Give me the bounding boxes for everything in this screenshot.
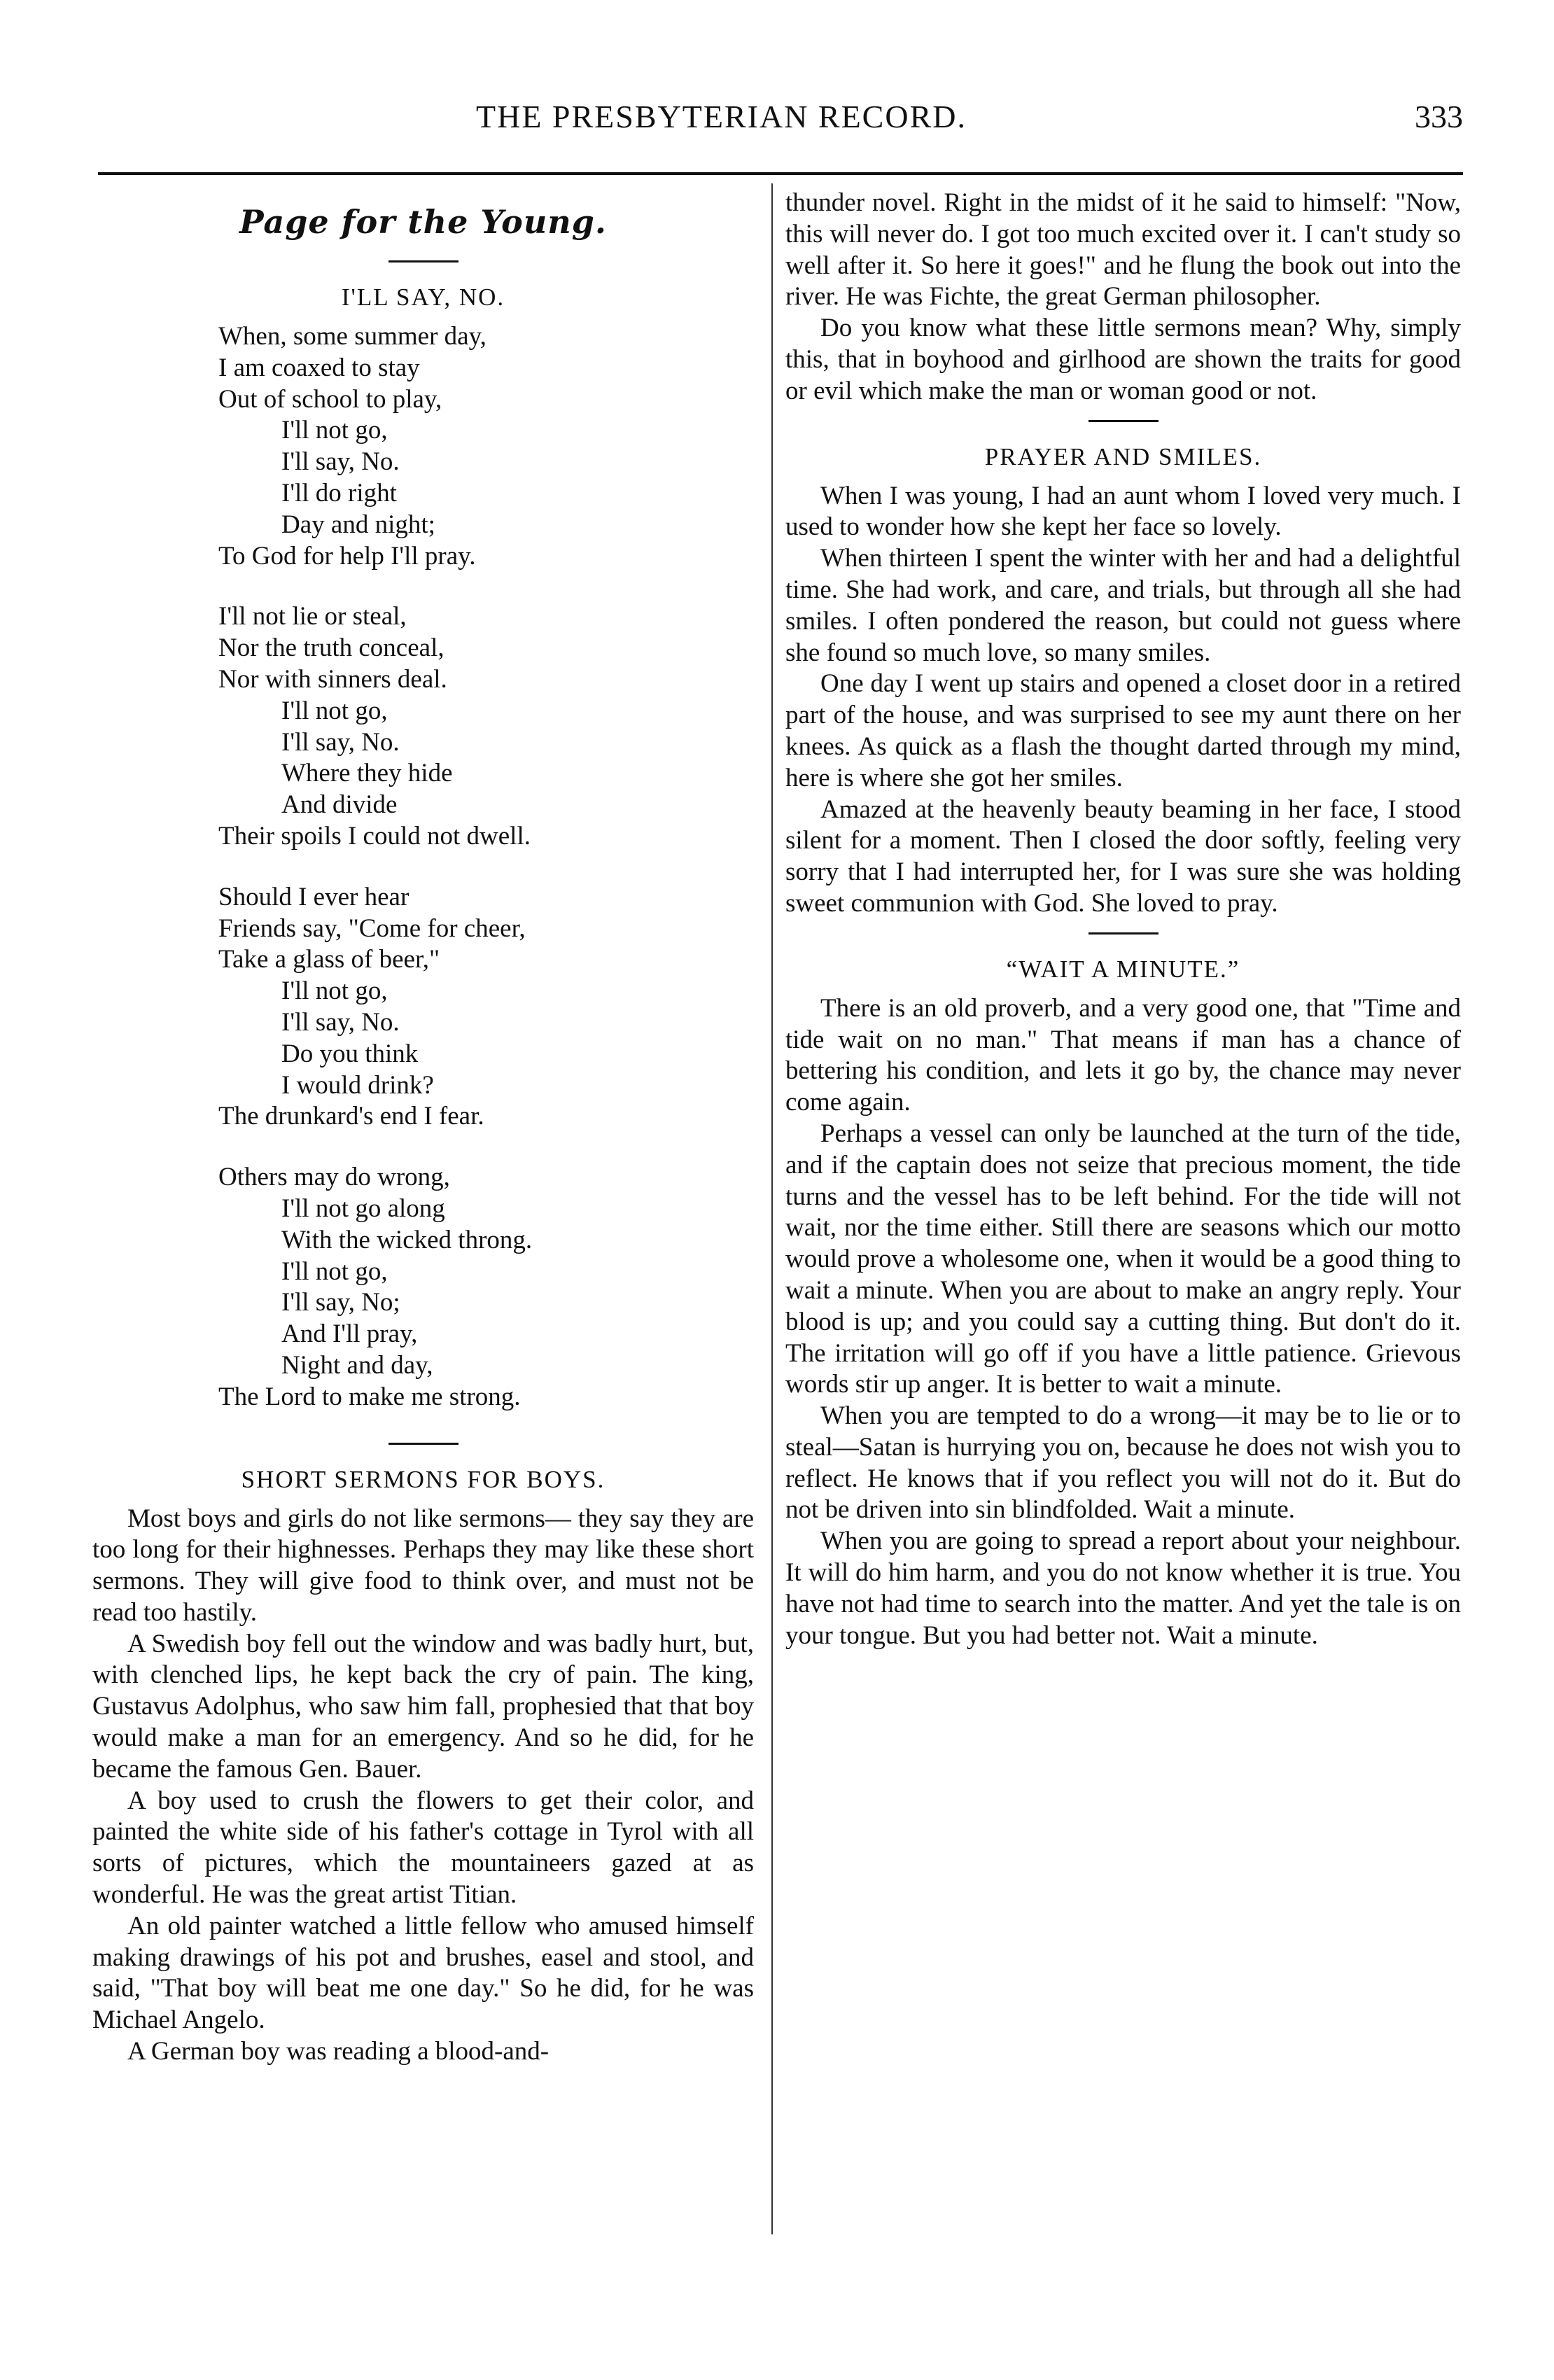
poem-line: I'll say, No; — [281, 1288, 400, 1317]
wait-title: “WAIT A MINUTE.” — [1006, 955, 1240, 983]
article-paragraph: Most boys and girls do not like sermons— they say they are too long for their highnesses. Perhaps they may like these short sermons. They will give food to think over, and must not be read too hastily. — [92, 1504, 754, 1627]
article-paragraph: Do you know what these little sermons mean? Why, simply this, that in boyhood and girlhood are shown the traits for good or evil which make the man or woman good or not. — [785, 314, 1461, 405]
article-paragraph: A German boy was reading a blood-and- — [127, 2037, 550, 2066]
poem-stanza — [218, 882, 754, 1133]
poem-line: I'll say, No. — [281, 1007, 400, 1037]
poem-line: Others may do wrong, — [218, 1163, 450, 1192]
sermons-title: SHORT SERMONS FOR BOYS. — [241, 1465, 606, 1493]
poem-line: Nor with sinners deal. — [218, 664, 447, 694]
poem-line: I'll not go along — [281, 1194, 445, 1223]
column-divider — [771, 183, 773, 2234]
article-paragraph: A boy used to crush the flowers to get their color, and painted the white side of his father's cottage in Tyrol with all sorts of pictures, which the mountaineers gazed at as wonderful. He was the great artist Titian. — [92, 1786, 754, 1910]
poem-line: I'll do right — [281, 478, 397, 507]
poem-line: I'll not go, — [281, 976, 388, 1006]
right-column — [785, 188, 1461, 1651]
poem-line: I'll not lie or steal, — [218, 602, 407, 631]
article-paragraph: thunder novel. Right in the midst of it he said to himself: "Now, this will never do. I got too much excited over it. I can't study so well after it. So here it goes!" and he flung the book out into the river. He was Fichte, the great German philosopher. — [785, 188, 1461, 312]
poem-stanza — [218, 1162, 754, 1413]
poem-line: Take a glass of beer," — [218, 945, 440, 974]
poem-title: I'LL SAY, NO. — [341, 284, 505, 311]
article-paragraph: Perhaps a vessel can only be launched at the turn of the tide, and if the captain does not seize that precious moment, the tide turns and the vessel has to be left behind. For the tide will not wait, nor the time either. Still there are seasons which our motto would prove a wholesome one, when it would be a good thing to wait a minute. When you are about to make an angry reply. Your blood is up; and you could say a cutting thing. But don't do it. The irritation will go off if you have a little patience. Grievous words stir up anger. It is better to wait a minute. — [785, 1119, 1461, 1399]
poem-stanza — [218, 601, 754, 852]
poem-line: And divide — [281, 790, 398, 820]
article-paragraph: When you are tempted to do a wrong—it may be to lie or to steal—Satan is hurrying you on, because he does not wish you to reflect. He knows that if you reflect you will not do it. But do not be driven into sin blindfolded. Wait a minute. — [785, 1401, 1461, 1525]
article-paragraph: When I was young, I had an aunt whom I loved very much. I used to wonder how she kept her face so lovely. — [785, 481, 1461, 542]
poem-line: I'll not go, — [281, 696, 388, 725]
poem-line: When, some summer day, — [218, 322, 486, 351]
short-rule — [1088, 420, 1158, 422]
prayer-title: PRAYER AND SMILES. — [984, 442, 1262, 470]
poem-line: The drunkard's end I fear. — [218, 1102, 484, 1131]
article-paragraph: When thirteen I spent the winter with her and had a delightful time. She had work, and care, and trials, but through all she had smiles. I often pondered the reason, but could not guess where she found so much love, so many smiles. — [785, 544, 1461, 667]
short-rule — [388, 1443, 458, 1445]
poem-line: Friends say, "Come for cheer, — [218, 913, 526, 943]
poem — [218, 321, 754, 1413]
header-rule — [98, 172, 1463, 175]
poem-line: I'll not go, — [281, 1256, 388, 1286]
page-number: 333 — [1415, 99, 1463, 134]
poem-line: Their spoils I could not dwell. — [218, 821, 531, 850]
poem-line: I'll say, No. — [281, 727, 400, 757]
left-column — [92, 188, 754, 2068]
poem-line: Should I ever hear — [218, 882, 410, 911]
poem-line: Do you think — [281, 1039, 419, 1068]
page-header-title: THE PRESBYTERIAN RECORD. — [476, 99, 967, 134]
poem-stanza — [218, 321, 754, 572]
poem-line: Out of school to play, — [218, 384, 442, 414]
poem-line: I would drink? — [281, 1070, 434, 1100]
poem-line: Where they hide — [281, 759, 453, 788]
article-paragraph: One day I went up stairs and opened a closet door in a retired part of the house, and was surprised to see my aunt there on her knees. As quick as a flash the thought darted through my mind, here is where she got her smiles. — [785, 669, 1461, 792]
poem-line: With the wicked throng. — [281, 1225, 533, 1254]
short-rule — [388, 260, 458, 262]
article-paragraph: When you are going to spread a report about your neighbour. It will do him harm, and you do not know whether it is true. You have not had time to search into the matter. And yet the tale is on your tongue. But you had better not. Wait a minute. — [785, 1527, 1461, 1650]
poem-line: I'll say, No. — [281, 447, 400, 477]
poem-line: I am coaxed to stay — [218, 353, 420, 382]
article-paragraph: A Swedish boy fell out the window and was badly hurt, but, with clenched lips, he kept back the cry of pain. The king, Gustavus Adolphus, who saw him fall, prophesied that that boy would make a man for an emergency. And so he did, for he became the famous Gen. Bauer. — [92, 1629, 754, 1784]
poem-line: The Lord to make me strong. — [218, 1382, 521, 1411]
short-rule — [1088, 932, 1158, 934]
poem-line: And I'll pray, — [281, 1320, 418, 1349]
article-paragraph: There is an old proverb, and a very good one, that "Time and tide wait on no man." That means if man has a chance of bettering his condition, and lets it go by, the chance may never come again. — [785, 993, 1461, 1117]
article-paragraph: An old painter watched a little fellow who amused himself making drawings of his pot and brushes, easel and stool, and said, "That boy will beat me one day." So he did, for he was Michael Angelo. — [92, 1911, 754, 2035]
poem-line: Night and day, — [281, 1350, 433, 1380]
article-paragraph: Amazed at the heavenly beauty beaming in her face, I stood silent for a moment. Then I closed the door softly, feeling very sorry that I had interrupted her, for I was sure she was holding sweet communion with God. She loved to pray. — [785, 794, 1461, 918]
poem-line: Nor the truth conceal, — [218, 634, 444, 663]
poem-line: Day and night; — [281, 510, 435, 539]
section-masthead: Page for the Young. — [239, 203, 607, 241]
poem-line: To God for help I'll pray. — [218, 541, 476, 570]
poem-line: I'll not go, — [281, 416, 388, 445]
